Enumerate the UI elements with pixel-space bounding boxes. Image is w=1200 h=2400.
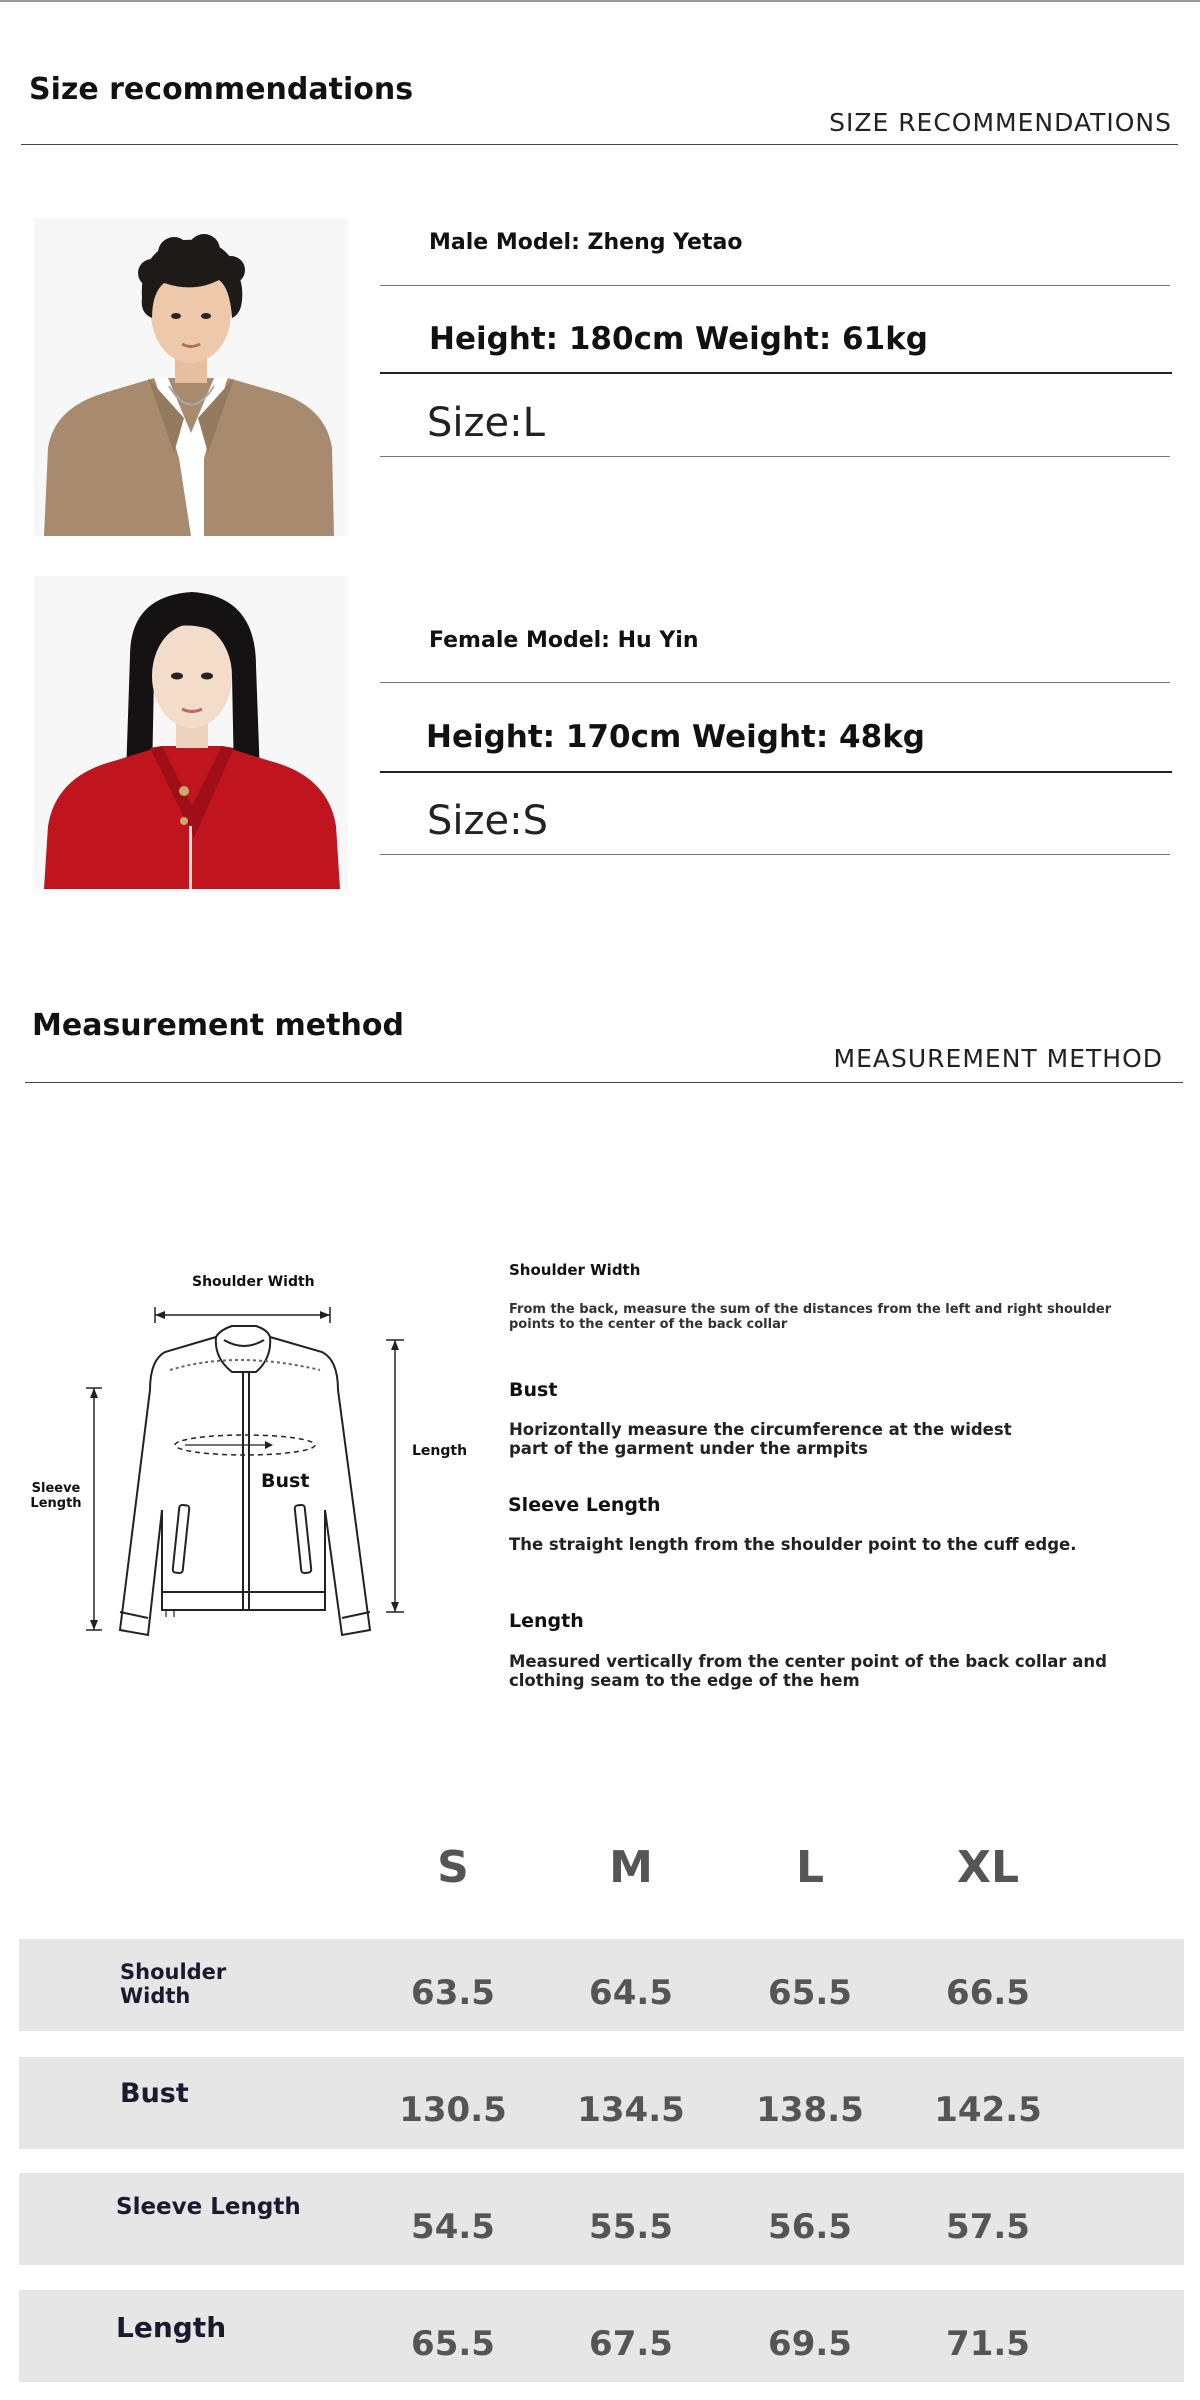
diagram-length-label: Length [412, 1443, 468, 1459]
cell-bust-l: 138.5 [756, 2090, 864, 2130]
row-label-shoulder-line2: Width [120, 1984, 191, 2008]
cell-length-l: 69.5 [768, 2324, 852, 2364]
female-divider-3 [380, 854, 1170, 855]
diagram-sleeve-label-line2: Length [30, 1496, 82, 1511]
jacket-outline [20, 1260, 480, 1660]
meas-bust-desc: Horizontally measure the circumference at the widest part of the garment under the armpits [509, 1420, 1012, 1458]
male-divider-2 [380, 372, 1172, 374]
male-divider-3 [380, 456, 1170, 457]
measurement-divider [25, 1082, 1183, 1083]
measurement-subtitle: MEASUREMENT METHOD [833, 1044, 1163, 1073]
cell-sleeve-s: 54.5 [411, 2207, 495, 2247]
size-rec-divider [21, 144, 1178, 145]
cell-bust-s: 130.5 [399, 2090, 507, 2130]
female-model-photo [34, 576, 348, 889]
jacket-diagram [20, 1260, 480, 1660]
cell-sleeve-xl: 57.5 [946, 2207, 1030, 2247]
diagram-shoulder-label: Shoulder Width [192, 1274, 315, 1290]
row-label-length: Length [116, 2311, 227, 2344]
cell-shoulder-m: 64.5 [589, 1973, 673, 2013]
size-rec-subtitle: SIZE RECOMMENDATIONS [829, 108, 1172, 137]
meas-sleeve-desc: The straight length from the shoulder point to the cuff edge. [509, 1535, 1077, 1554]
cell-length-s: 65.5 [411, 2324, 495, 2364]
cell-bust-xl: 142.5 [934, 2090, 1042, 2130]
female-divider-1 [380, 682, 1170, 683]
measurement-title: Measurement method [32, 1008, 404, 1043]
size-rec-title: Size recommendations [29, 72, 414, 107]
male-divider-1 [380, 285, 1170, 286]
diagram-bust-label: Bust [261, 1470, 310, 1492]
female-model-size: Size:S [427, 798, 548, 844]
row-label-sleeve: Sleeve Length [116, 2194, 301, 2220]
size-header-s: S [437, 1842, 469, 1893]
size-header-m: M [609, 1842, 653, 1893]
diagram-sleeve-label-line1: Sleeve [31, 1481, 81, 1496]
meas-shoulder-title: Shoulder Width [509, 1261, 641, 1279]
male-model-name: Male Model: Zheng Yetao [429, 230, 743, 255]
female-model-stats: Height: 170cm Weight: 48kg [426, 719, 925, 755]
size-header-xl: XL [957, 1842, 1019, 1893]
cell-sleeve-l: 56.5 [768, 2207, 852, 2247]
meas-sleeve-title: Sleeve Length [508, 1494, 661, 1516]
cell-bust-m: 134.5 [577, 2090, 685, 2130]
row-label-shoulder [120, 1960, 226, 2008]
cell-length-xl: 71.5 [946, 2324, 1030, 2364]
cell-shoulder-s: 63.5 [411, 1973, 495, 2013]
male-model-photo [34, 218, 348, 536]
male-model-illustration [34, 218, 348, 536]
row-label-bust: Bust [120, 2078, 189, 2109]
size-header-l: L [795, 1842, 825, 1893]
cell-length-m: 67.5 [589, 2324, 673, 2364]
female-divider-2 [380, 771, 1172, 773]
cell-shoulder-xl: 66.5 [946, 1973, 1030, 2013]
male-model-size: Size:L [427, 400, 545, 446]
meas-length-desc: Measured vertically from the center point of the back collar and clothing seam to the edge of the hem [509, 1652, 1107, 1690]
cell-shoulder-l: 65.5 [768, 1973, 852, 2013]
female-model-name: Female Model: Hu Yin [429, 628, 699, 653]
row-label-shoulder-line1: Shoulder [120, 1960, 227, 1984]
meas-shoulder-desc: From the back, measure the sum of the distances from the left and right shoulder points to the center of the back collar [509, 1302, 1112, 1332]
cell-sleeve-m: 55.5 [589, 2207, 673, 2247]
male-model-stats: Height: 180cm Weight: 61kg [429, 321, 928, 357]
meas-length-title: Length [509, 1610, 584, 1632]
top-border [0, 0, 1200, 2]
female-model-illustration [34, 576, 348, 889]
diagram-sleeve-label [29, 1481, 83, 1511]
meas-bust-title: Bust [509, 1379, 558, 1401]
